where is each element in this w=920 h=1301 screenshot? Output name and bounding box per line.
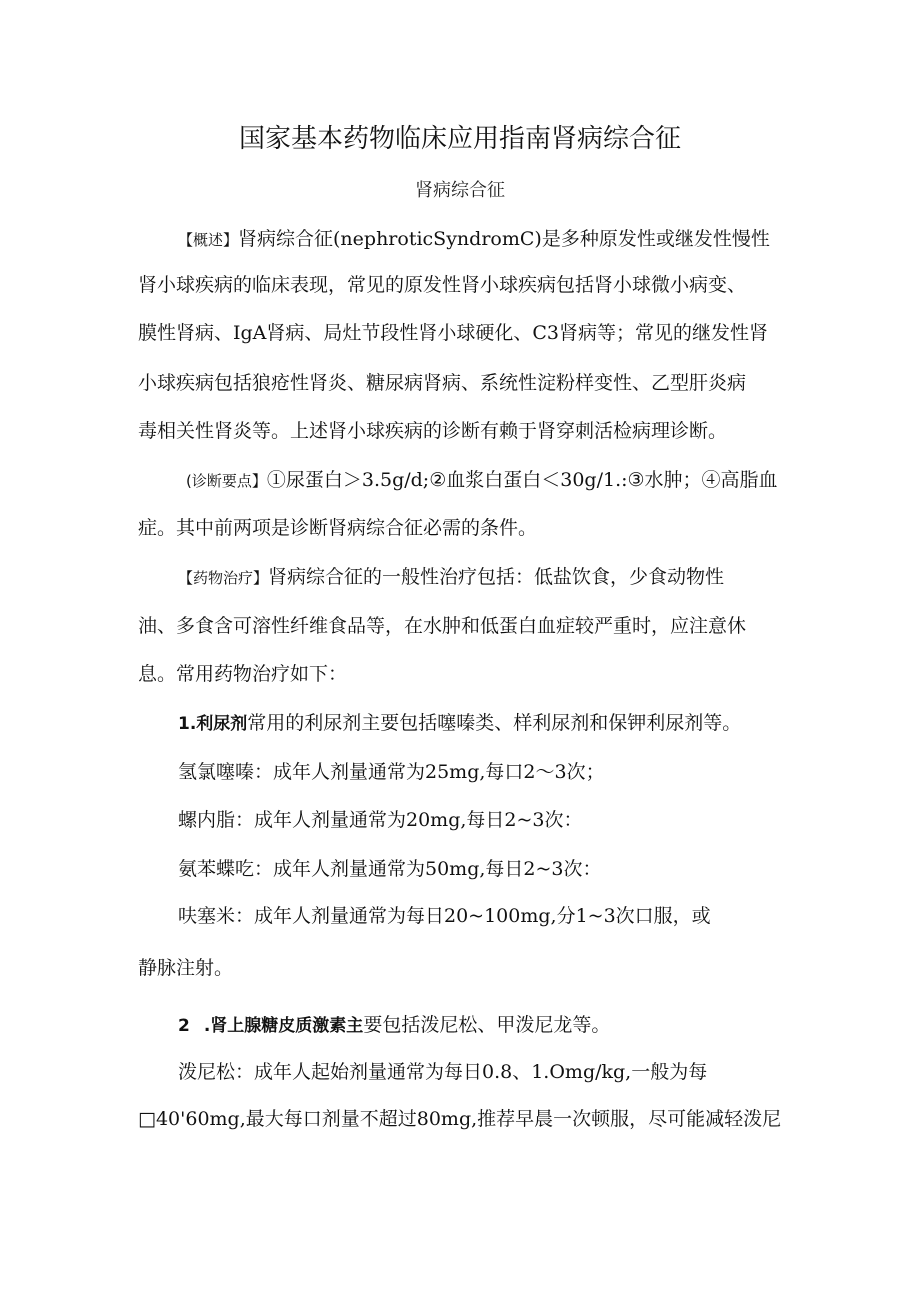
overview-line-5: 毒相关性肾炎等。上述肾小球疾病的诊断有赖于肾穿刺活检病理诊断。 [138, 420, 728, 442]
diagnosis-label: (诊断要点】 [186, 472, 267, 490]
overview-line-4: 小球疾病包括狼疮性肾炎、糖尿病肾病、系统性淀粉样变性、乙型肝炎病 [138, 372, 747, 394]
overview-text-1: 肾病综合征(nephroticSyndromC)是多种原发性或继发性慢性 [238, 228, 770, 250]
diuretics-label: 1.利尿剂 [178, 714, 248, 734]
overview-line-3: 膜性肾病、IgA肾病、局灶节段性肾小球硬化、C3肾病等；常见的继发性肾 [138, 322, 769, 344]
diuretics-item-3: 氨苯蝶吃：成年人剂量通常为50mg,每日2~3次： [178, 858, 602, 880]
document-title: 国家基本药物临床应用指南肾病综合征 [238, 124, 681, 154]
diuretics-item-4-line-2: 静脉注射。 [138, 957, 234, 979]
treatment-text-1: 肾病综合征的一般性治疗包括：低盐饮食，少食动物性 [268, 566, 725, 588]
corticosteroids-item-1-line-1: 泼尼松：成年人起始剂量通常为每日0.8、1.Omg/kg,一般为每 [178, 1061, 708, 1083]
treatment-label: 【药物治疗】 [178, 569, 269, 587]
overview-label: 【概述】 [178, 231, 239, 249]
diuretics-item-4-line-1: 呋塞米：成年人剂量通常为每日20~100mg,分1~3次口服，或 [178, 905, 711, 927]
corticosteroids-label-number: 2 [178, 1016, 190, 1036]
corticosteroids-heading [178, 1012, 610, 1039]
corticosteroids-item-1-line-2: □40'60mg,最大每口剂量不超过80mg,推荐早晨一次顿服，尽可能减轻泼尼 [138, 1108, 782, 1130]
diagnosis-line-1 [186, 467, 778, 494]
treatment-line-3: 息。常用药物治疗如下： [138, 663, 348, 685]
corticosteroids-text: 要包括泼尼松、甲泼尼龙等。 [363, 1014, 611, 1036]
treatment-line-2: 油、多食含可溶性纤维食品等，在水肿和低蛋白血症较严重时，应注意休 [138, 615, 747, 637]
diagnosis-text-1: ①尿蛋白＞3.5g/d;②血浆白蛋白＜30g/1.:③水肿；④高脂血 [266, 469, 778, 491]
diagnosis-line-2: 症。其中前两项是诊断肾病综合征必需的条件。 [138, 517, 538, 539]
overview-line-1 [178, 226, 770, 253]
diuretics-heading [178, 710, 741, 737]
overview-line-2: 肾小球疾病的临床表现，常见的原发性肾小球疾病包括肾小球微小病变、 [138, 274, 747, 296]
diuretics-item-1: 氢氯噻嗪：成年人剂量通常为25mg,每口2〜3次； [178, 761, 605, 783]
document-subtitle: 肾病综合征 [415, 180, 505, 201]
diuretics-item-2: 螺内脂：成年人剂量通常为20mg,每日2~3次： [178, 809, 583, 831]
corticosteroids-label: .肾上腺糖皮质激素主 [203, 1016, 364, 1036]
diuretics-text: 常用的利尿剂主要包括噻嗪类、样利尿剂和保钾利尿剂等。 [247, 712, 742, 734]
treatment-line-1 [178, 564, 724, 591]
